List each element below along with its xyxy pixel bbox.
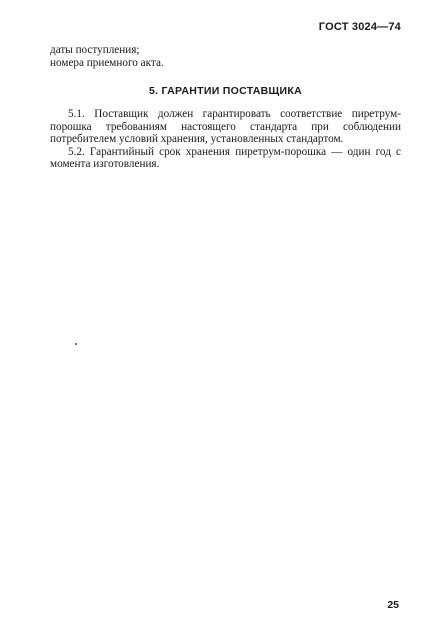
list-block: [50, 44, 401, 69]
scan-speck: [75, 343, 77, 345]
document-header: ГОСТ 3024—74: [318, 21, 401, 33]
paragraph: 5.2. Гарантийный срок хранения пиретрум-порошка — один год с момента изготовления.: [50, 145, 401, 170]
paragraph: 5.1. Поставщик должен гарантировать соответствие пиретрум-порошка требованиям настоящего стандарта при соблюдении потребителем условий хранения, установленных стандартом.: [50, 108, 401, 145]
list-item: номера приемного акта.: [50, 56, 164, 69]
list-item: даты поступления;: [50, 44, 140, 56]
page-number: 25: [387, 599, 399, 611]
section-body: [50, 108, 401, 171]
section-title: 5. ГАРАНТИИ ПОСТАВЩИКА: [148, 85, 302, 97]
